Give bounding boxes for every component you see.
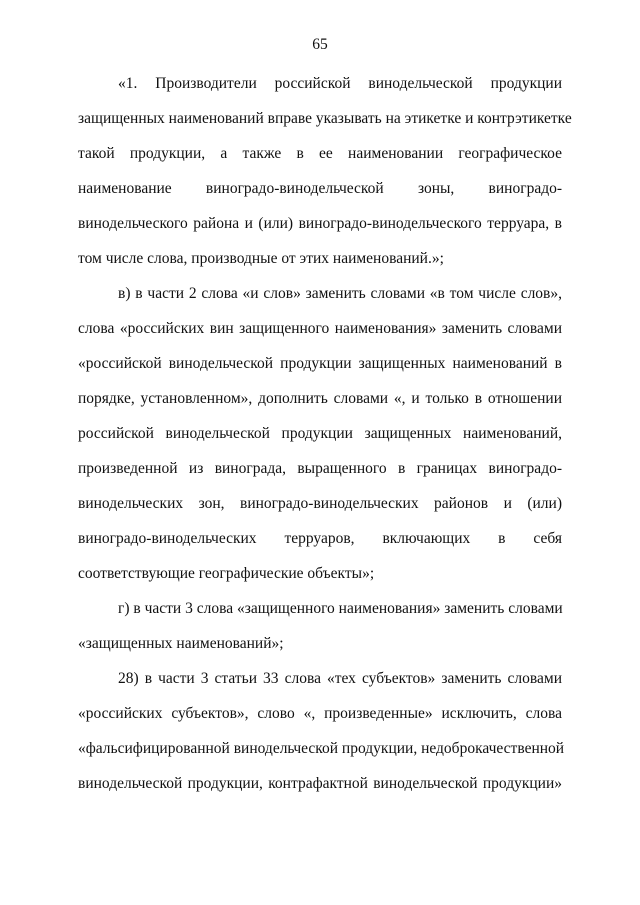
text-line: защищенных наименований вправе указывать на этикетке и контрэтикетке <box>78 110 572 127</box>
text-line: винодельческого района и (или) виноградо-винодельческого терруара, в <box>78 215 562 232</box>
text-line: порядке, установленном», дополнить словами «, и только в отношении <box>78 390 562 407</box>
text-line: том числе слова, производные от этих наименований.»; <box>78 250 444 267</box>
text-line: «российской винодельческой продукции защищенных наименований в <box>78 355 562 372</box>
text-line: такой продукции, а также в ее наименовании географическое <box>78 145 562 162</box>
text-line: «1. Производители российской винодельческой продукции <box>118 75 562 92</box>
text-line: произведенной из винограда, выращенного в границах виноградо- <box>78 460 562 477</box>
text-line: в) в части 2 слова «и слов» заменить словами «в том числе слов», <box>118 285 562 302</box>
text-line: винодельческих зон, виноградо-винодельческих районов и (или) <box>78 495 562 512</box>
page-number: 65 <box>312 36 328 53</box>
text-line: «фальсифицированной винодельческой продукции, недоброкачественной <box>78 740 565 757</box>
text-line: российской винодельческой продукции защищенных наименований, <box>78 425 562 442</box>
text-line: слова «российских вин защищенного наименования» заменить словами <box>78 320 562 337</box>
text-line: соответствующие географические объекты»; <box>78 565 375 582</box>
text-line: винодельческой продукции, контрафактной винодельческой продукции» <box>78 775 562 792</box>
text-line: г) в части 3 слова «защищенного наименования» заменить словами <box>118 600 563 617</box>
text-line: «российских субъектов», слово «, произведенные» исключить, слова <box>78 705 562 722</box>
text-line: «защищенных наименований»; <box>78 635 284 652</box>
text-line: виноградо-винодельческих терруаров, включающих в себя <box>78 530 562 547</box>
text-line: наименование виноградо-винодельческой зоны, виноградо- <box>78 180 562 197</box>
text-line: 28) в части 3 статьи 33 слова «тех субъектов» заменить словами <box>118 670 562 687</box>
